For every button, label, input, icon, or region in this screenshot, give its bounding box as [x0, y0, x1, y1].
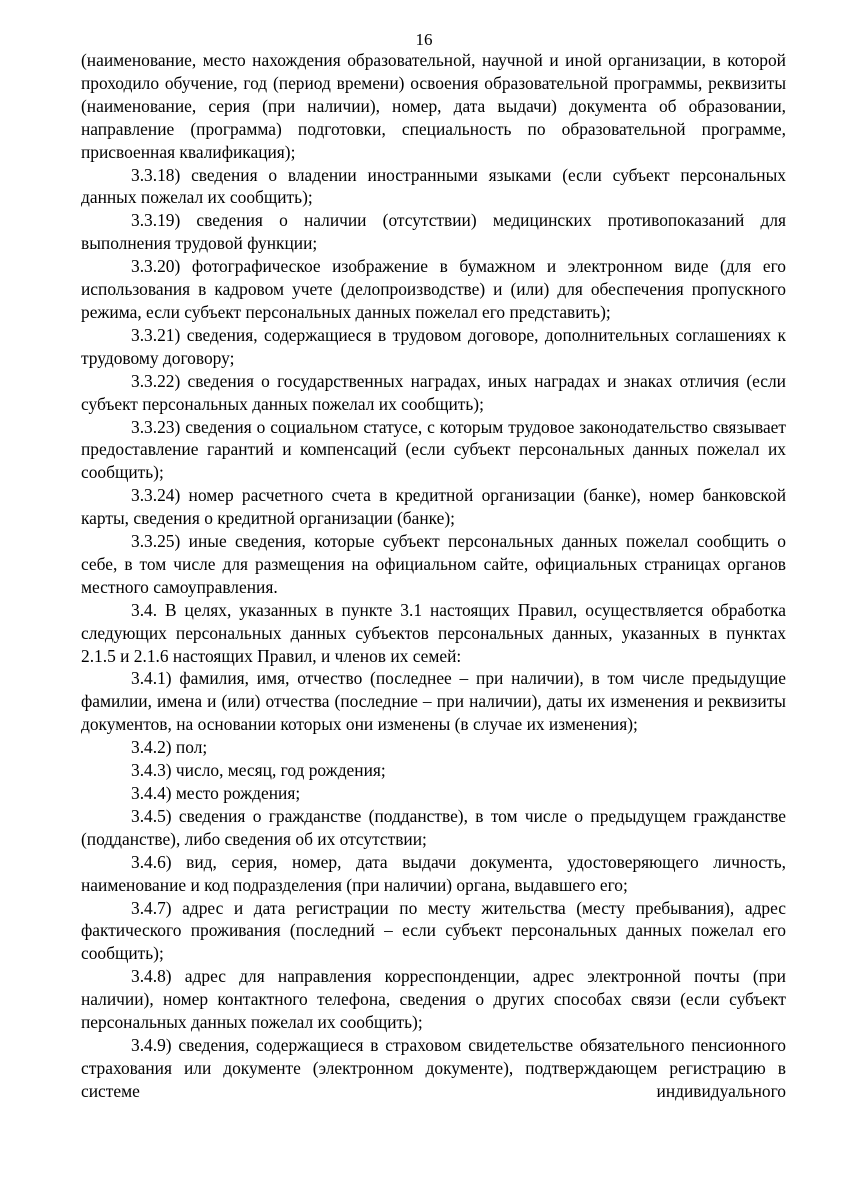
list-item-3-3-20: 3.3.20) фотографическое изображение в бумажном и электронном виде (для его использования в кадровом учете (делопроизводстве) и (или) для обеспечения пропускного режима, если субъект персональных данных пожелал его представить); — [81, 256, 786, 322]
section-3-4-intro: 3.4. В целях, указанных в пункте 3.1 настоящих Правил, осуществляется обработка следующих персональных данных субъектов персональных данных, указанных в пунктах 2.1.5 и 2.1.6 настоящих Правил, и членов их семей: — [81, 599, 786, 666]
list-item-3-3-18: 3.3.18) сведения о владении иностранными языками (если субъект персональных данных пожелал их сообщить); — [81, 164, 786, 208]
list-item-3-4-7: 3.4.7) адрес и дата регистрации по месту жительства (месту пребывания), адрес фактического проживания (последний – если субъект персональных данных пожелал его сообщить); — [81, 897, 786, 964]
list-item-3-4-4: 3.4.4) место рождения; — [131, 783, 301, 803]
page-number: 16 — [415, 30, 433, 49]
paragraph-continuation-3-3-17: (наименование, место нахождения образовательной, научной и иной организации, в которой проходило обучение, год (период времени) освоения образовательной программы, реквизиты (наименование, серия (при наличии), номер, дата выдачи) документа об образовании, направление (программа) подготовки, специальность по образовательной программе, присвоенная квалификация); — [81, 50, 786, 162]
list-item-3-3-25: 3.3.25) иные сведения, которые субъект персональных данных пожелал сообщить о себе, в том числе для размещения на официальном сайте, официальных страницах органов местного самоуправления. — [81, 531, 786, 597]
list-item-3-4-6: 3.4.6) вид, серия, номер, дата выдачи документа, удостоверяющего личность, наименование и код подразделения (при наличии) органа, выдавшего его; — [81, 851, 786, 895]
list-item-3-3-23: 3.3.23) сведения о социальном статусе, с которым трудовое законодательство связывает предоставление гарантий и компенсаций (если субъект персональных данных пожелал их сообщить); — [81, 416, 786, 483]
list-item-3-4-3: 3.4.3) число, месяц, год рождения; — [131, 760, 386, 781]
list-item-3-4-9: 3.4.9) сведения, содержащиеся в страховом свидетельстве обязательного пенсионного страхования или документе (электронном документе), подтверждающем регистрацию в системе индивидуального — [81, 1034, 786, 1101]
list-item-3-3-24: 3.3.24) номер расчетного счета в кредитной организации (банке), номер банковской карты, сведения о кредитной организации (банке); — [81, 485, 786, 529]
list-item-3-3-19: 3.3.19) сведения о наличии (отсутствии) медицинских противопоказаний для выполнения трудовой функции; — [81, 210, 786, 254]
list-item-3-3-22: 3.3.22) сведения о государственных наградах, иных наградах и знаках отличия (если субъект персональных данных пожелал их сообщить); — [81, 370, 786, 414]
list-item-3-4-8: 3.4.8) адрес для направления корреспонденции, адрес электронной почты (при наличии), номер контактного телефона, сведения о других способах связи (если субъект персональных данных пожелал их сообщить); — [81, 966, 786, 1033]
list-item-3-4-1: 3.4.1) фамилия, имя, отчество (последнее – при наличии), в том числе предыдущие фамилии, имена и (или) отчества (последние – при наличии), даты их изменения и реквизиты документов, на основании которых они изменены (в случае их изменения); — [81, 668, 786, 735]
list-item-3-4-5: 3.4.5) сведения о гражданстве (подданстве), в том числе о предыдущем гражданстве (подданстве), либо сведения об их отсутствии; — [81, 805, 786, 849]
list-item-3-3-21: 3.3.21) сведения, содержащиеся в трудовом договоре, дополнительных соглашениях к трудовому договору; — [81, 324, 786, 368]
document-body — [81, 49, 786, 1103]
list-item-3-4-2: 3.4.2) пол; — [131, 737, 208, 758]
